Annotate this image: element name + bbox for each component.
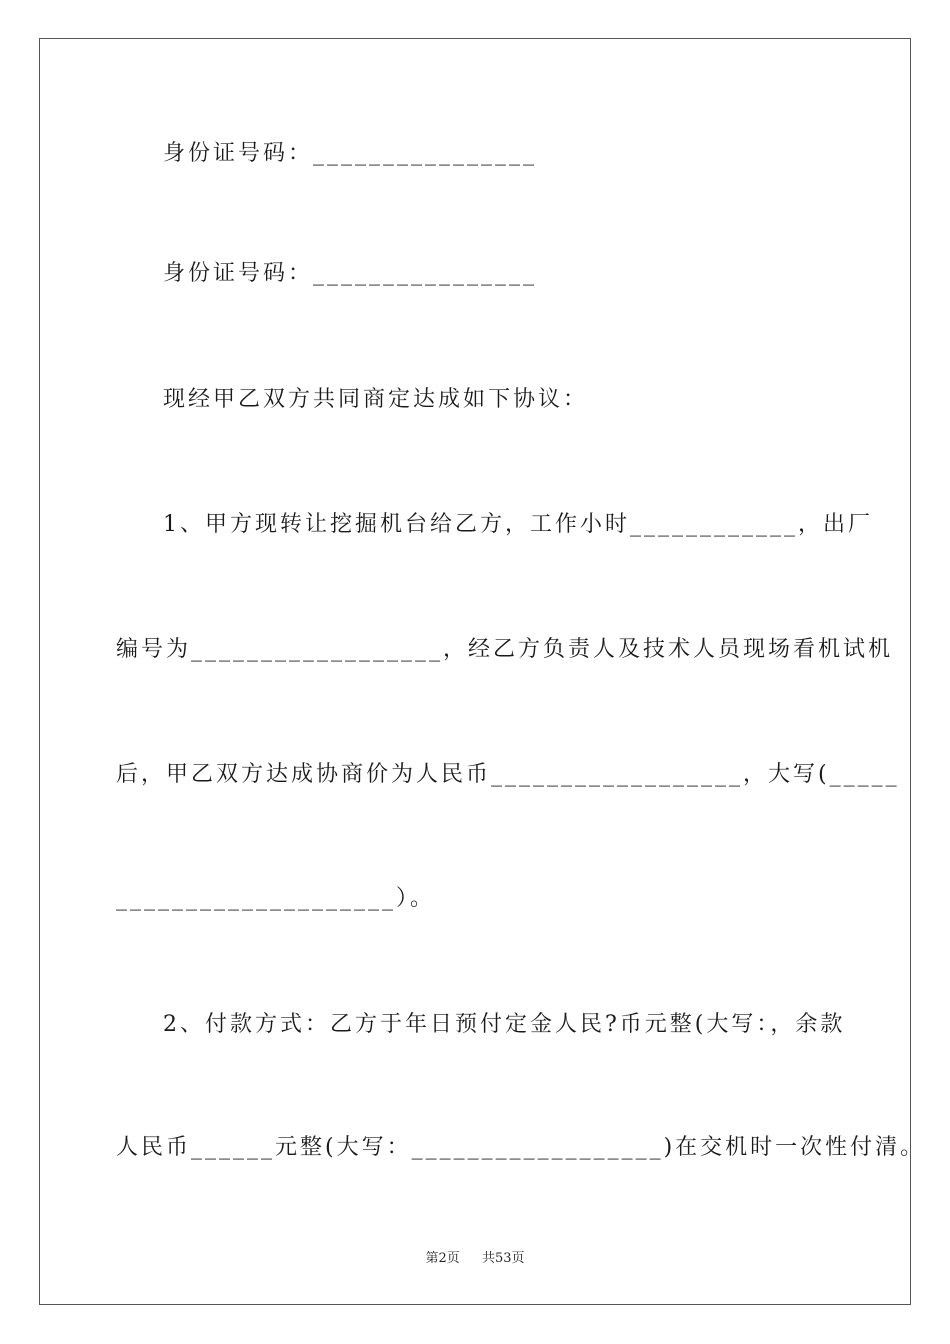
clause-1-line-2: 编号为__________________，经乙方负责人及技术人员现场看机试机 xyxy=(116,637,894,662)
clause-2-line-2: 人民币______元整(大写：__________________)在交机时一次性付清。 xyxy=(116,1135,926,1160)
id-number-line-1: 身份证号码：________________ xyxy=(163,141,538,166)
clause-1-line-4: ____________________）。 xyxy=(116,886,436,911)
clause-1-line-3: 后，甲乙双方达成协商价为人民币__________________，大写(_____ xyxy=(116,762,900,787)
total-pages: 共53页 xyxy=(482,1251,525,1266)
page-number: 第2页 xyxy=(425,1251,460,1266)
page-footer xyxy=(0,1247,950,1266)
id-number-line-2: 身份证号码：________________ xyxy=(163,261,538,286)
clause-1-line-1: 1、甲方现转让挖掘机台给乙方，工作小时____________，出厂 xyxy=(163,512,873,537)
clause-2-line-1: 2、付款方式：乙方于年日预付定金人民?币元整(大写：，余款 xyxy=(163,1012,846,1037)
page-frame xyxy=(39,38,911,1305)
agreement-intro: 现经甲乙双方共同商定达成如下协议： xyxy=(163,387,589,412)
